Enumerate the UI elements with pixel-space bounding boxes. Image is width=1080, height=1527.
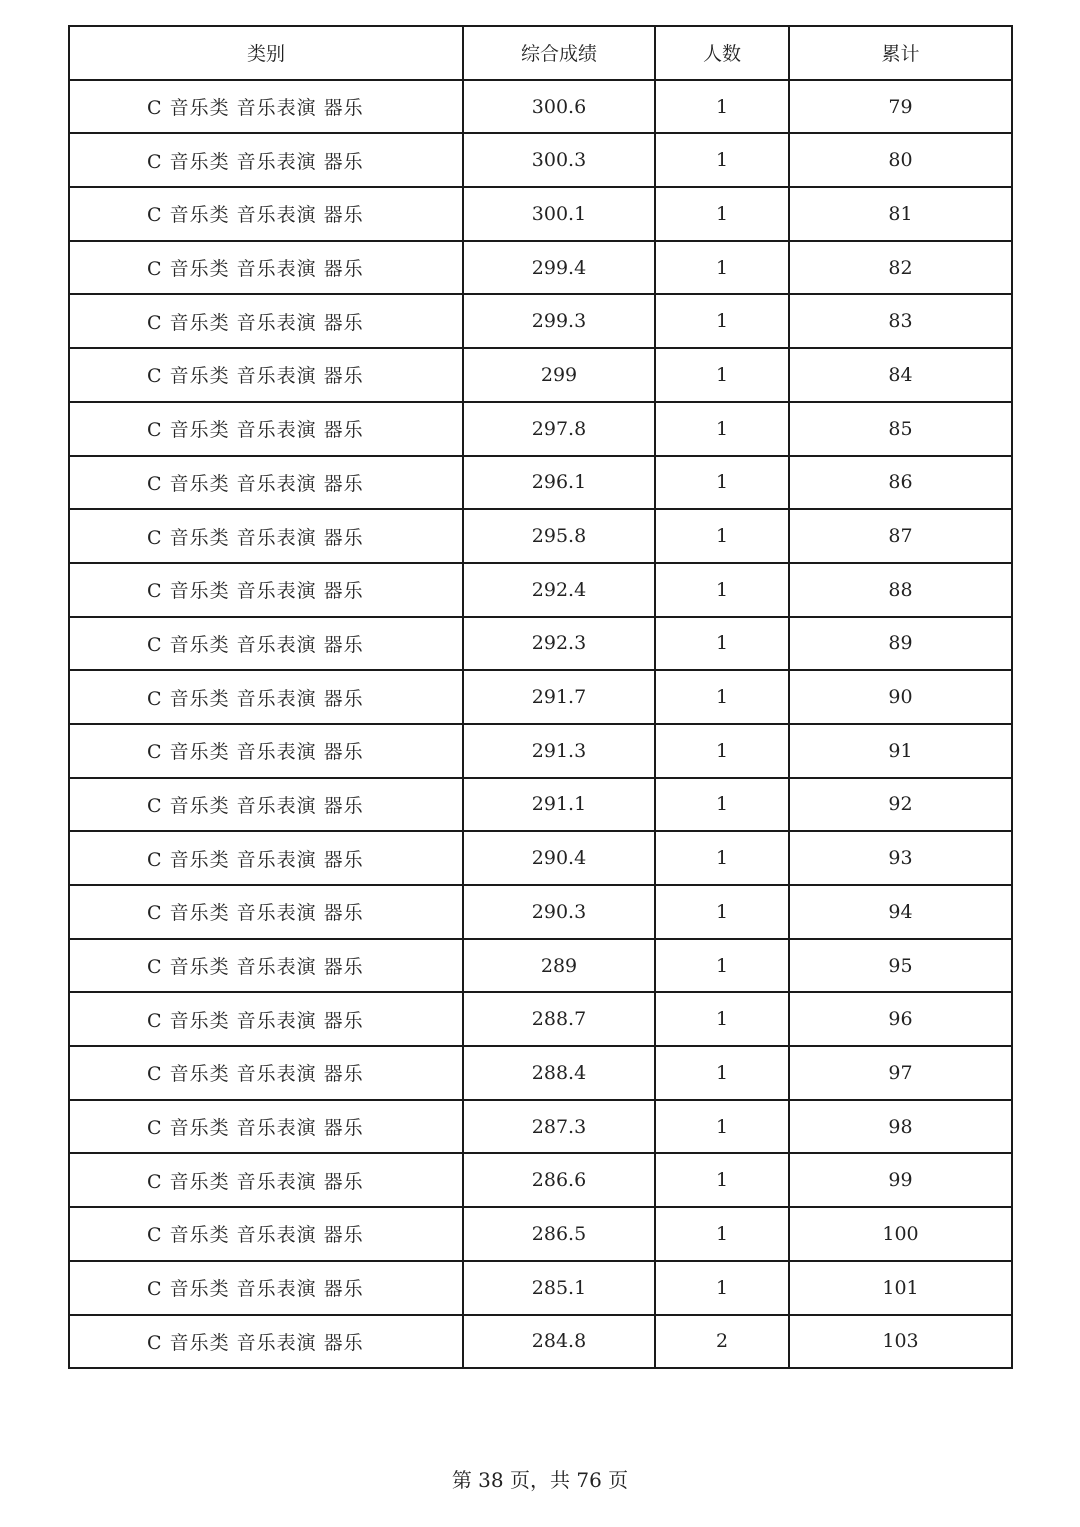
category-cell: C 音乐类 音乐表演 器乐 (69, 724, 463, 778)
category-cell: C 音乐类 音乐表演 器乐 (69, 402, 463, 456)
score-cell: 300.3 (463, 133, 655, 187)
cumulative-cell: 99 (789, 1153, 1012, 1207)
table-row (69, 294, 1012, 348)
cumulative-cell: 84 (789, 348, 1012, 402)
page-number: 第 38 页，共 76 页 (451, 1468, 629, 1492)
category-cell: C 音乐类 音乐表演 器乐 (69, 939, 463, 993)
count-cell: 1 (655, 670, 789, 724)
count-cell: 1 (655, 1100, 789, 1154)
score-cell: 292.4 (463, 563, 655, 617)
header-cumulative: 累计 (789, 26, 1012, 80)
count-cell: 1 (655, 617, 789, 671)
category-cell: C 音乐类 音乐表演 器乐 (69, 563, 463, 617)
score-cell: 285.1 (463, 1261, 655, 1315)
score-cell: 284.8 (463, 1315, 655, 1369)
category-cell: C 音乐类 音乐表演 器乐 (69, 294, 463, 348)
score-cell: 292.3 (463, 617, 655, 671)
cumulative-cell: 86 (789, 456, 1012, 510)
score-cell: 286.6 (463, 1153, 655, 1207)
score-cell: 290.4 (463, 831, 655, 885)
count-cell: 2 (655, 1315, 789, 1369)
cumulative-cell: 83 (789, 294, 1012, 348)
count-cell: 1 (655, 1153, 789, 1207)
score-cell: 295.8 (463, 509, 655, 563)
score-cell: 290.3 (463, 885, 655, 939)
score-cell: 286.5 (463, 1207, 655, 1261)
count-cell: 1 (655, 831, 789, 885)
score-cell: 289 (463, 939, 655, 993)
cumulative-cell: 81 (789, 187, 1012, 241)
cumulative-cell: 94 (789, 885, 1012, 939)
category-cell: C 音乐类 音乐表演 器乐 (69, 670, 463, 724)
category-cell: C 音乐类 音乐表演 器乐 (69, 509, 463, 563)
cumulative-cell: 79 (789, 80, 1012, 134)
score-cell: 288.4 (463, 1046, 655, 1100)
count-cell: 1 (655, 509, 789, 563)
score-cell: 291.3 (463, 724, 655, 778)
table-row (69, 1046, 1012, 1100)
table-row (69, 992, 1012, 1046)
count-cell: 1 (655, 80, 789, 134)
cumulative-cell: 91 (789, 724, 1012, 778)
table-row (69, 348, 1012, 402)
count-cell: 1 (655, 402, 789, 456)
cumulative-cell: 93 (789, 831, 1012, 885)
table-row (69, 509, 1012, 563)
category-cell: C 音乐类 音乐表演 器乐 (69, 1261, 463, 1315)
table-row (69, 885, 1012, 939)
score-cell: 299.4 (463, 241, 655, 295)
score-cell: 299 (463, 348, 655, 402)
table-row (69, 241, 1012, 295)
table-row (69, 80, 1012, 134)
category-cell: C 音乐类 音乐表演 器乐 (69, 456, 463, 510)
score-table-container (68, 25, 1011, 1369)
score-table (68, 25, 1013, 1369)
count-cell: 1 (655, 992, 789, 1046)
cumulative-cell: 90 (789, 670, 1012, 724)
count-cell: 1 (655, 885, 789, 939)
cumulative-cell: 92 (789, 778, 1012, 832)
cumulative-cell: 95 (789, 939, 1012, 993)
score-cell: 296.1 (463, 456, 655, 510)
table-row (69, 1261, 1012, 1315)
count-cell: 1 (655, 294, 789, 348)
category-cell: C 音乐类 音乐表演 器乐 (69, 778, 463, 832)
table-row (69, 939, 1012, 993)
score-cell: 299.3 (463, 294, 655, 348)
score-cell: 288.7 (463, 992, 655, 1046)
table-row (69, 563, 1012, 617)
table-row (69, 670, 1012, 724)
table-body (69, 80, 1012, 1369)
table-row (69, 724, 1012, 778)
table-row (69, 778, 1012, 832)
table-row (69, 187, 1012, 241)
category-cell: C 音乐类 音乐表演 器乐 (69, 831, 463, 885)
count-cell: 1 (655, 133, 789, 187)
cumulative-cell: 87 (789, 509, 1012, 563)
table-row (69, 831, 1012, 885)
category-cell: C 音乐类 音乐表演 器乐 (69, 1046, 463, 1100)
table-row (69, 133, 1012, 187)
category-cell: C 音乐类 音乐表演 器乐 (69, 1153, 463, 1207)
header-score: 综合成绩 (463, 26, 655, 80)
score-cell: 291.7 (463, 670, 655, 724)
cumulative-cell: 103 (789, 1315, 1012, 1369)
count-cell: 1 (655, 778, 789, 832)
table-header-row (69, 26, 1012, 80)
category-cell: C 音乐类 音乐表演 器乐 (69, 992, 463, 1046)
cumulative-cell: 80 (789, 133, 1012, 187)
table-row (69, 617, 1012, 671)
category-cell: C 音乐类 音乐表演 器乐 (69, 133, 463, 187)
count-cell: 1 (655, 241, 789, 295)
score-cell: 300.6 (463, 80, 655, 134)
cumulative-cell: 101 (789, 1261, 1012, 1315)
table-row (69, 402, 1012, 456)
category-cell: C 音乐类 音乐表演 器乐 (69, 348, 463, 402)
header-count: 人数 (655, 26, 789, 80)
cumulative-cell: 85 (789, 402, 1012, 456)
cumulative-cell: 96 (789, 992, 1012, 1046)
cumulative-cell: 100 (789, 1207, 1012, 1261)
category-cell: C 音乐类 音乐表演 器乐 (69, 617, 463, 671)
cumulative-cell: 89 (789, 617, 1012, 671)
table-row (69, 1100, 1012, 1154)
score-cell: 297.8 (463, 402, 655, 456)
category-cell: C 音乐类 音乐表演 器乐 (69, 1100, 463, 1154)
count-cell: 1 (655, 456, 789, 510)
category-cell: C 音乐类 音乐表演 器乐 (69, 1315, 463, 1369)
category-cell: C 音乐类 音乐表演 器乐 (69, 241, 463, 295)
table-row (69, 1207, 1012, 1261)
table-row (69, 1315, 1012, 1369)
table-row (69, 1153, 1012, 1207)
score-cell: 300.1 (463, 187, 655, 241)
cumulative-cell: 97 (789, 1046, 1012, 1100)
cumulative-cell: 98 (789, 1100, 1012, 1154)
score-cell: 287.3 (463, 1100, 655, 1154)
count-cell: 1 (655, 187, 789, 241)
header-category: 类别 (69, 26, 463, 80)
count-cell: 1 (655, 348, 789, 402)
cumulative-cell: 88 (789, 563, 1012, 617)
count-cell: 1 (655, 939, 789, 993)
count-cell: 1 (655, 1046, 789, 1100)
count-cell: 1 (655, 724, 789, 778)
category-cell: C 音乐类 音乐表演 器乐 (69, 187, 463, 241)
cumulative-cell: 82 (789, 241, 1012, 295)
count-cell: 1 (655, 563, 789, 617)
score-cell: 291.1 (463, 778, 655, 832)
category-cell: C 音乐类 音乐表演 器乐 (69, 885, 463, 939)
count-cell: 1 (655, 1207, 789, 1261)
category-cell: C 音乐类 音乐表演 器乐 (69, 80, 463, 134)
table-row (69, 456, 1012, 510)
category-cell: C 音乐类 音乐表演 器乐 (69, 1207, 463, 1261)
count-cell: 1 (655, 1261, 789, 1315)
